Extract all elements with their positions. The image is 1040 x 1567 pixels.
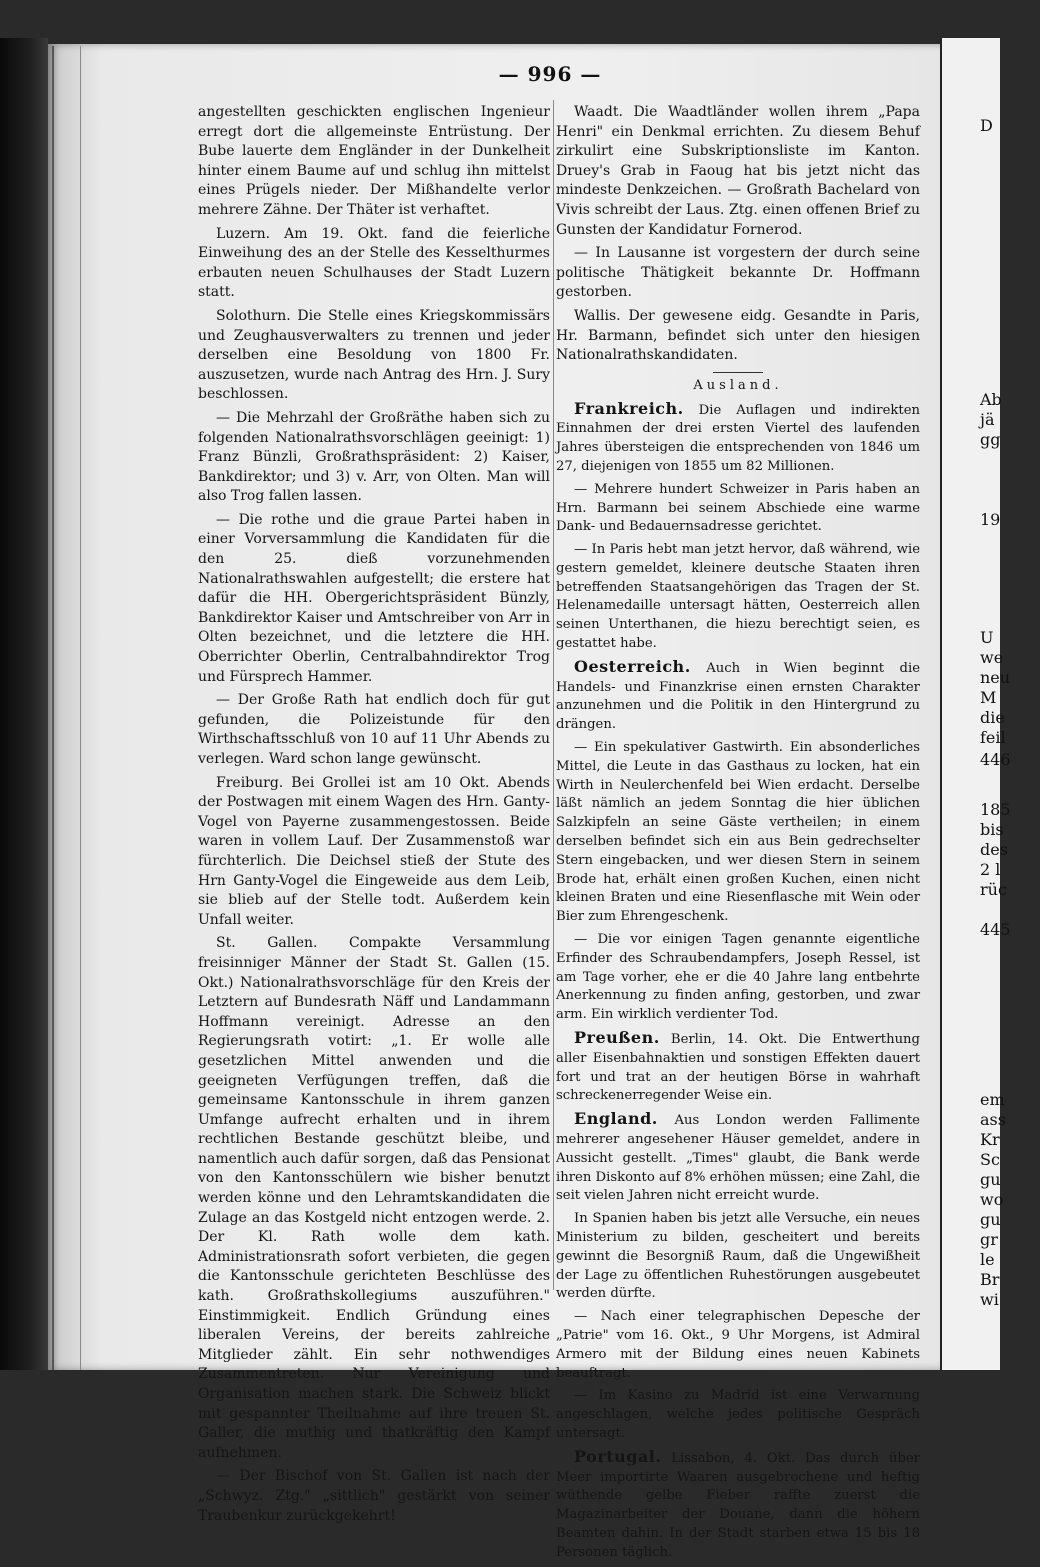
news-paragraph <box>556 1210 920 1304</box>
article-paragraph: Wallis. Der gewesene eidg. Gesandte in Paris, Hr. Barmann, befindet sich unter den hiesigen Nationalrathskandidaten. <box>556 307 920 364</box>
next-page-text-fragment: 19 <box>980 510 1001 529</box>
next-page-text-fragment: feil <box>980 728 1006 747</box>
foreign-news <box>556 400 920 1563</box>
next-page-text-fragment: ass <box>980 1110 1006 1129</box>
next-page-text-fragment: D <box>980 116 993 135</box>
article-paragraph: Luzern. Am 19. Okt. fand die feierliche Einweihung des an der Stelle des Kesselthurmes erbauten neuen Schulhauses der Stadt Luzern statt. <box>198 225 550 301</box>
news-text: — Im Kasino zu Madrid ist eine Verwarnung angeschlagen, welche jedes politische Gespräch untersagt. <box>556 1388 920 1441</box>
next-page-text-fragment: 445 <box>980 920 1011 939</box>
news-paragraph <box>556 1110 920 1206</box>
news-paragraph <box>556 541 920 654</box>
news-paragraph <box>556 400 920 477</box>
left-column <box>198 103 550 1530</box>
next-page-text-fragment: wi <box>980 1290 999 1309</box>
next-page-text-fragment: 2 l <box>980 860 1001 879</box>
next-page-text-fragment: gu <box>980 1210 1001 1229</box>
next-page-text-fragment: gu <box>980 1170 1001 1189</box>
page-inner-edge <box>80 46 111 1370</box>
next-page-text-fragment: M <box>980 688 997 707</box>
section-rule <box>713 372 763 373</box>
next-page-text-fragment: des <box>980 840 1008 859</box>
news-text: Auch in Wien beginnt die Handels- und Finanzkrise einen ernsten Charakter anzunehmen und die Politik in den Hintergrund zu drängen. <box>556 660 920 733</box>
next-page-text-fragment: Ab <box>980 390 1002 409</box>
news-text: In Spanien haben bis jetzt alle Versuche, ein neues Ministerium zu bilden, gescheitert und bereits gewinnt die Besorgniß Raum, daß die Ungewißheit der Lage zu öffentlichen Ruhestörungen ausgebeutet werden dürfte. <box>556 1211 920 1302</box>
country-heading: Portugal. <box>574 1446 662 1466</box>
news-text: — Ein spekulativer Gastwirth. Ein absonderliches Mittel, die Leute in das Gasthaus zu locken, hat ein Wirth in Neulerchenfeld bei Wien erdacht. Derselbe läßt nämlich an jedem Sonntag die hier üblichen Salzkipfeln an seine Gäste vertheilen; in einem derselben befindet sich ein aus Bein gedrechselter Stern eingebacken, und wer diesen Stern in seinem Brode hat, erhält einen großen Kuchen, einen nicht kleinen Braten und eine Riesenflasche mit Wein oder Bier zum Ehrengeschenk. <box>556 740 920 925</box>
next-page-text-fragment: we <box>980 648 1004 667</box>
news-text: Berlin, 14. Okt. Die Entwerthung aller Eisenbahnaktien und sonstigen Effekten dauert fort und trat an der heutigen Börse in wahrhaft schreckenerregender Weise ein. <box>556 1032 920 1104</box>
news-paragraph <box>556 931 920 1025</box>
next-page-text-fragment: bis <box>980 820 1004 839</box>
country-heading: England. <box>574 1109 658 1129</box>
news-text: — Mehrere hundert Schweizer in Paris haben an Hrn. Barmann bei seinem Abschiede eine warme Dank- und Bedauernsadresse gerichtet. <box>556 481 920 535</box>
next-page-text-fragment: gr <box>980 1230 998 1249</box>
news-text: — Die vor einigen Tagen genannte eigentliche Erfinder des Schraubendampfers, Joseph Ressel, ist am Tage vorher, ehe er die 40 Jahre lang entbehrte Anerkennung zu finden anfing, gestorben, und zwar arm. Ein wirklich verdienter Tod. <box>556 932 920 1023</box>
news-paragraph <box>556 1448 920 1563</box>
news-paragraph <box>556 739 920 927</box>
news-text: — Nach einer telegraphischen Depesche der „Patrie" vom 16. Okt., 9 Uhr Morgens, ist Admiral Armero mit der Bildung eines neuen Kabinets beauftragt. <box>556 1309 920 1381</box>
news-paragraph <box>556 1029 920 1106</box>
page-number: — 996 — <box>498 62 602 86</box>
right-column <box>556 103 920 1567</box>
next-page-text-fragment: neu <box>980 668 1011 687</box>
next-page-text-fragment: jä <box>980 410 995 429</box>
next-page-text-fragment: U <box>980 628 994 647</box>
adjacent-page-fragment <box>942 38 1011 1370</box>
next-page-text-fragment: 446 <box>980 750 1011 769</box>
country-heading: Oesterreich. <box>574 656 691 676</box>
news-text: Aus London werden Fallimente mehrerer angesehener Häuser gemeldet, andere in Aussicht gestellt. „Times" glaubt, die Bank werde ihren Diskonto auf 8% erhöhen müssen; eine Zahl, die seit vielen Jahren nicht erreicht wurde. <box>556 1113 920 1204</box>
article-paragraph: Solothurn. Die Stelle eines Kriegskommissärs und Zeughausverwalters zu trennen und jeder derselben eine Besoldung von 1800 Fr. auszusetzen, wurde nach Antrag des Hrn. J. Sury beschlossen. <box>198 307 550 403</box>
book-binding <box>0 38 48 1370</box>
next-page-text-fragment: Sc <box>980 1150 1000 1169</box>
news-paragraph <box>556 1308 920 1383</box>
section-title: Ausland. <box>693 377 783 393</box>
article-paragraph: angestellten geschickten englischen Ingenieur erregt dort die allgemeinste Entrüstung. Der Bube lauerte dem Engländer in der Dunkelheit hinter einem Baume auf und schlug ihn mittelst eines Prügels nieder. Der Mißhandelte verlor mehrere Zähne. Der Thäter ist verhaftet. <box>198 104 550 218</box>
next-page-text-fragment: die <box>980 708 1005 727</box>
column-divider <box>553 100 554 1290</box>
article-paragraph: — In Lausanne ist vorgestern der durch seine politische Thätigkeit bekannte Dr. Hoffmann gestorben. <box>556 245 920 301</box>
article-paragraph: — Die rothe und die graue Partei haben in einer Vorversammlung die Kandidaten für die den 25. dieß vorzunehmenden Nationalrathswahlen aufgestellt; die erstere hat dafür die HH. Obergerichtspräsident Bünzly, Bankdirektor Kaiser und Amtschreiber von Arr in Olten bezeichnet, und die letztere die HH. Oberrichter Oberlin, Centralbahndirektor Trog und Fürsprech Hammer. <box>198 511 550 685</box>
article-paragraph: Freiburg. Bei Grollei ist am 10 Okt. Abends der Postwagen mit einem Wagen des Hrn. Ganty-Vogel von Payerne zusammengestossen. Beide waren in vollem Lauf. Der Zusammenstoß war fürchterlich. Die Deichsel stieß der Stute des Hrn Ganty-Vogel die Eingeweide aus dem Leib, sie blieb auf der Stelle todt. Außerdem kein Unfall weiter. <box>198 774 550 928</box>
news-paragraph <box>556 658 920 735</box>
next-page-text-fragment: wo <box>980 1190 1004 1209</box>
article-paragraph: — Der Bischof von St. Gallen ist nach der „Schwyz. Ztg." „sittlich" gestärkt von seiner Traubenkur zurückgekehrt! <box>198 1468 550 1524</box>
news-text: — In Paris hebt man jetzt hervor, daß während, wie gestern gemeldet, kleinere deutsche Staaten ihren betreffenden Staatsangehörigen das Tragen der St. Helenamedaille untersagt hätten, Oesterreich allen seinen Unterthanen, die hiezu berechtigt seien, es gestattet habe. <box>556 542 920 652</box>
swiss-news-continued <box>556 103 920 366</box>
news-paragraph <box>556 1387 920 1443</box>
next-page-text-fragment: gg <box>980 430 1001 449</box>
next-page-text-fragment: Br <box>980 1270 1000 1289</box>
next-page-text-fragment: em <box>980 1090 1005 1109</box>
article-paragraph: — Die Mehrzahl der Großräthe haben sich zu folgenden Nationalrathsvorschlägen geeinigt: 1) Franz Bünzli, Großrathspräsident: 2) Kaiser, Bankdirektor; und 3) v. Arr, von Olten. Man will also Trog fallen lassen. <box>198 409 550 505</box>
next-page-text-fragment: le <box>980 1250 995 1269</box>
news-text: Die Auflagen und indirekten Einnahmen der drei ersten Viertel des laufenden Jahres übersteigen die entsprechenden von 1846 um 27, diejenigen von 1855 um 82 Millionen. <box>556 402 920 474</box>
next-page-text-fragment: rüc <box>980 880 1007 899</box>
next-page-text-fragment: 185 <box>980 800 1011 819</box>
country-heading: Frankreich. <box>574 398 684 418</box>
article-paragraph: Waadt. Die Waadtländer wollen ihrem „Papa Henri" ein Denkmal errichten. Zu diesem Behuf zirkulirt eine Subskriptionsliste im Kanton. Druey's Grab in Faoug hat bis jetzt nicht das mindeste Denkzeichen. — Großrath Bachelard von Vivis schreibt der Laus. Ztg. einen offenen Brief zu Gunsten der Kandidatur Fornerod. <box>556 104 920 238</box>
next-page-text-fragment: Kr <box>980 1130 1000 1149</box>
article-paragraph: — Der Große Rath hat endlich doch für gut gefunden, die Polizeistunde für den Wirthschaftsschluß von 10 auf 11 Uhr Abends zu verlegen. Ward schon lange gewünscht. <box>198 692 550 767</box>
article-paragraph: St. Gallen. Compakte Versammlung freisinniger Männer der Stadt St. Gallen (15. Okt.) Nationalrathsvorschläge für den Kreis der Letztern auf Bundesrath Näff und Landammann Hoffmann vereinigt. Adresse an den Regierungsrath votirt: „1. Er wolle alle gesetzlichen Mittel anwenden und die geeigneten Verfügungen treffen, daß die gemeinsame Kantonsschule in ihrem ganzen Umfange aufrecht erhalten und in ihrem rechtlichen Bestande geschützt bleibe, und namentlich auch dafür sorgen, daß das Pensionat von den Kantonsschülern wie bisher benutzt werden könne und den Lehramtskandidaten die Zulage an das Kostgeld nicht entzogen werde. 2. Der Kl. Rath wolle dem kath. Administrationsrath sofort verbieten, die gegen die Kantonsschule gerichteten Beschlüsse des kath. Großrathskollegiums auszuführen." Einstimmigkeit. Endlich Gründung eines liberalen Vereins, der bereits zahlreiche Mitglieder zählt. Ein sehr nothwendiges Zusammentreten. Nur Vereinigung und Organisation machen stark. Die Schweiz blickt mit gespannter Theilnahme auf ihre treuen St. Galler, die muthig und thatkräftig den Kampf aufnehmen. <box>198 935 550 1461</box>
news-text: Lissabon, 4. Okt. Das durch über Meer importirte Waaren ausgebrochene und heftig wüthende gelbe Fieber raffte zuerst die Magazinarbeiter der Douane, dann die höhern Beamten dahin. In der Stadt starben etwa 15 bis 18 Personen täglich. <box>556 1450 920 1560</box>
news-paragraph <box>556 481 920 537</box>
country-heading: Preußen. <box>574 1028 660 1048</box>
